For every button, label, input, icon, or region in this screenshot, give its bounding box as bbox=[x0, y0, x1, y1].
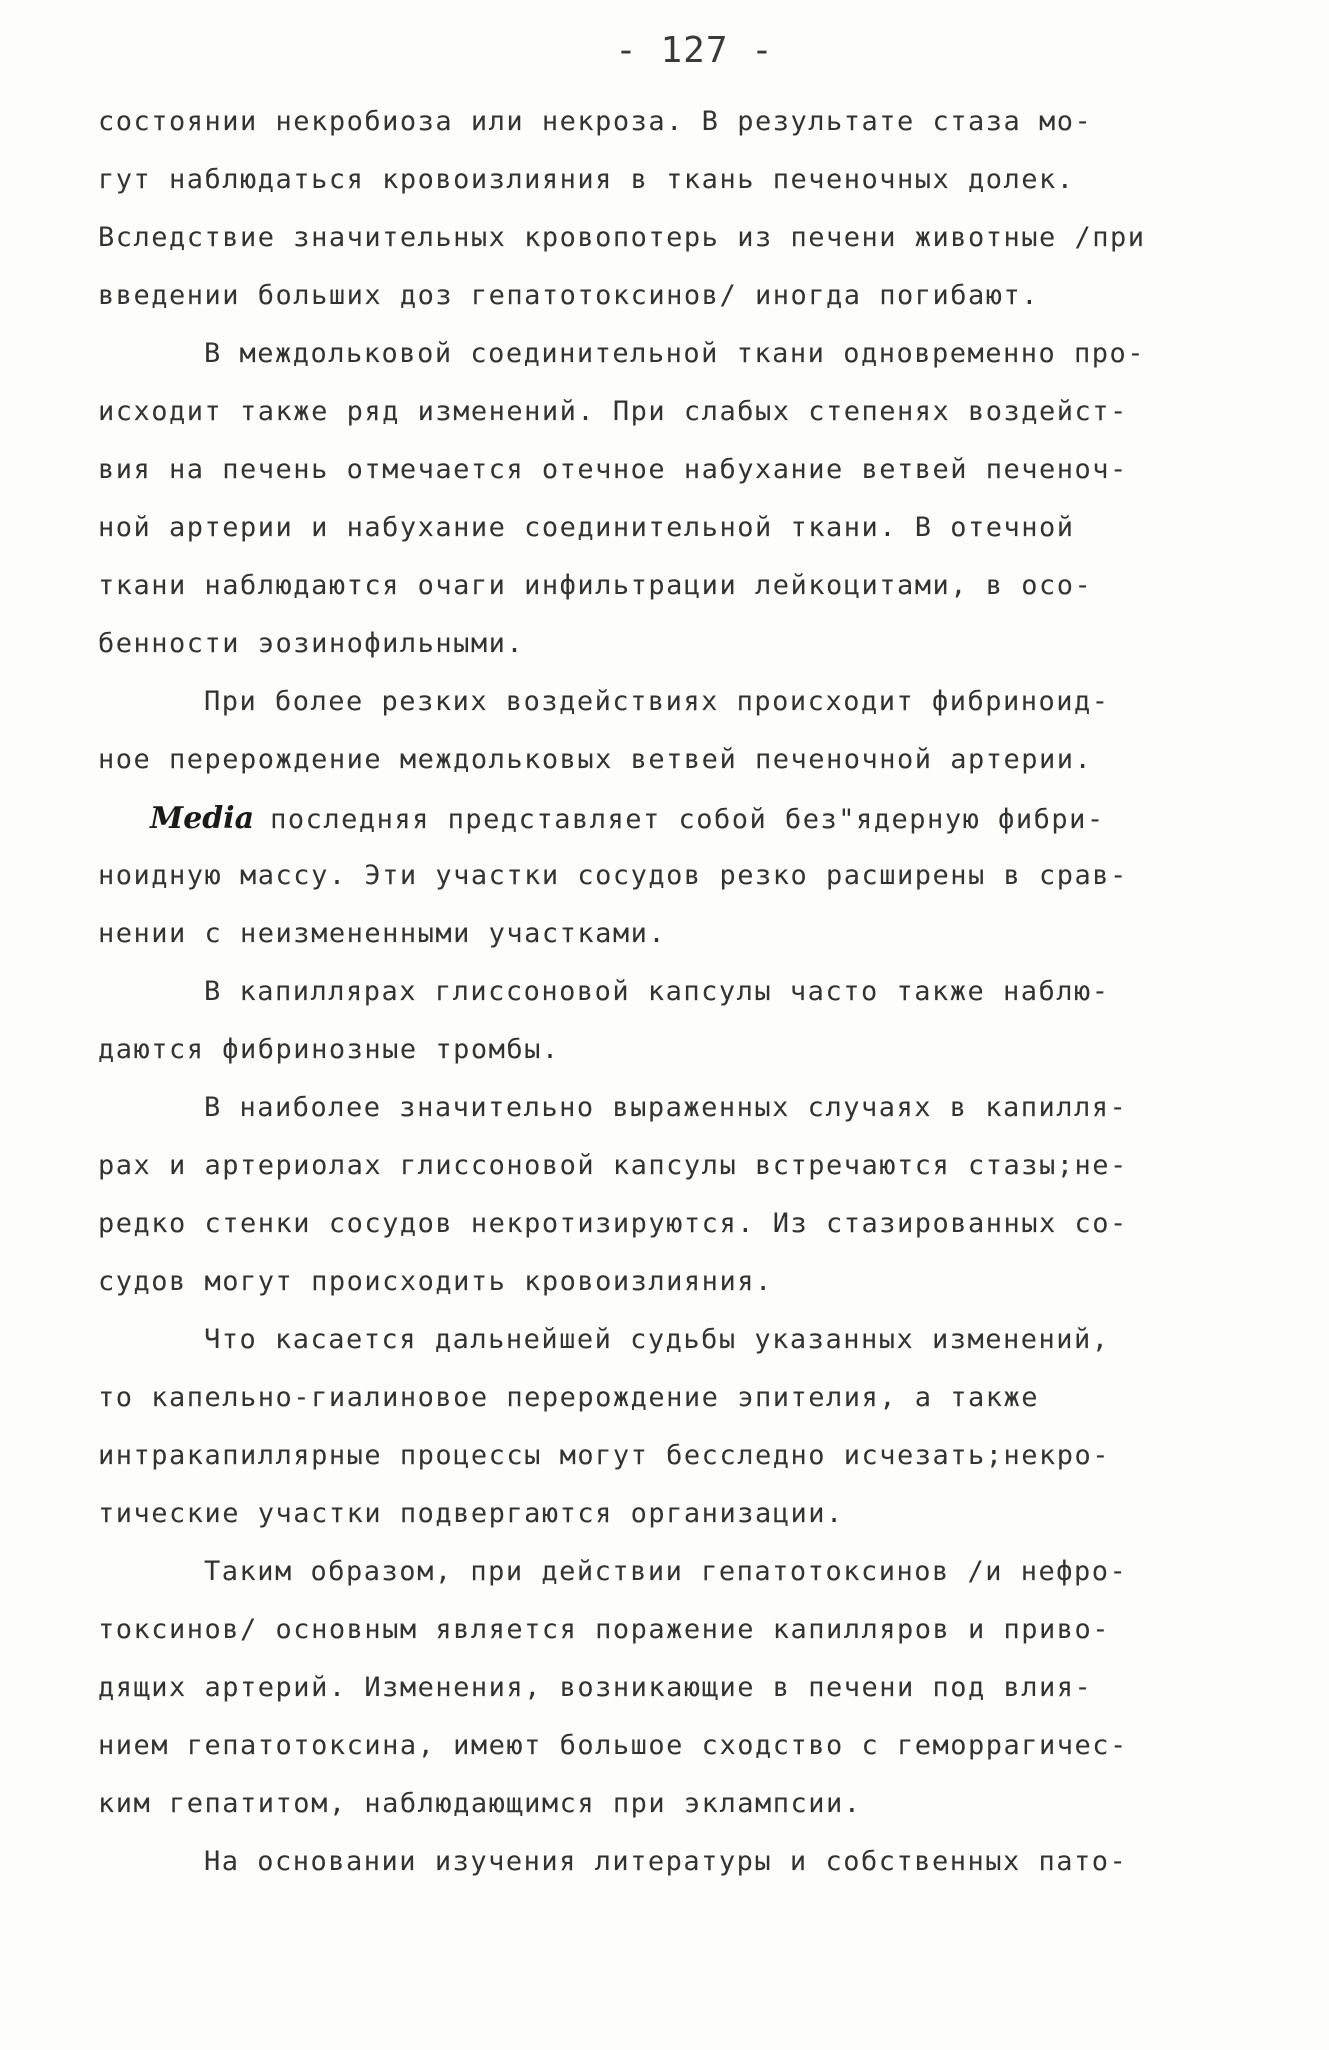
text-line: редко стенки сосудов некротизируются. Из стазированных со- bbox=[98, 1208, 1128, 1239]
text-line: ноидную массу. Эти участки сосудов резко расширены в срав- bbox=[98, 860, 1128, 891]
text-line: Таким образом, при действии гепатотоксинов /и нефро- bbox=[204, 1556, 1128, 1587]
text-line: токсинов/ основным является поражение капилляров и приво- bbox=[98, 1614, 1111, 1645]
text-line: нием гепатотоксина, имеют большое сходство с геморрагичес- bbox=[98, 1730, 1128, 1761]
text-line: судов могут происходить кровоизлияния. bbox=[98, 1266, 773, 1297]
text-line: рах и артериолах глиссоновой капсулы встречаются стазы;не- bbox=[98, 1150, 1128, 1181]
text-line: то капельно-гиалиновое перерождение эпителия, а также bbox=[98, 1382, 1040, 1413]
text-line: последняя представляет собой без"ядерную фибри- bbox=[270, 804, 1105, 835]
text-line: исходит также ряд изменений. При слабых степенях воздейст- bbox=[98, 396, 1128, 427]
text-line: Что касается дальнейшей судьбы указанных изменений, bbox=[204, 1324, 1110, 1355]
text-line: Вследствие значительных кровопотерь из печени животные /при bbox=[98, 222, 1146, 253]
text-line: гут наблюдаться кровоизлияния в ткань печеночных долек. bbox=[98, 164, 1075, 195]
text-line: дящих артерий. Изменения, возникающие в печени под влия- bbox=[98, 1672, 1093, 1703]
body-text bbox=[98, 108, 1258, 1906]
text-line: В капиллярах глиссоновой капсулы часто также наблю- bbox=[204, 976, 1110, 1007]
text-line: ким гепатитом, наблюдающимся при эклампсии. bbox=[98, 1788, 862, 1819]
text-line: В междольковой соединительной ткани одновременно про- bbox=[204, 338, 1146, 369]
page-number: - 127 - bbox=[615, 30, 774, 71]
text-line: При более резких воздействиях происходит фибриноид- bbox=[204, 686, 1110, 717]
text-line: ной артерии и набухание соединительной ткани. В отечной bbox=[98, 512, 1075, 543]
text-line: В наиболее значительно выраженных случаях в капилля- bbox=[204, 1092, 1128, 1123]
text-line: интракапиллярные процессы могут бесследно исчезать;некро- bbox=[98, 1440, 1111, 1471]
text-line: На основании изучения литературы и собственных пато- bbox=[204, 1846, 1128, 1877]
text-line: вия на печень отмечается отечное набухание ветвей печеноч- bbox=[98, 454, 1128, 485]
text-line-with-mark bbox=[98, 801, 1258, 862]
media-stamp: Media bbox=[150, 801, 255, 836]
text-line: ное перерождение междольковых ветвей печеночной артерии. bbox=[98, 744, 1093, 775]
text-line: нении с неизмененными участками. bbox=[98, 918, 667, 949]
text-line: бенности эозинофильными. bbox=[98, 628, 525, 659]
text-line: ткани наблюдаются очаги инфильтрации лейкоцитами, в осо- bbox=[98, 570, 1093, 601]
text-line: даются фибринозные тромбы. bbox=[98, 1034, 560, 1065]
text-line: введении больших доз гепатотоксинов/ иногда погибают. bbox=[98, 280, 1040, 311]
text-line: тические участки подвергаются организации. bbox=[98, 1498, 844, 1529]
text-line: состоянии некробиоза или некроза. В результате стаза мо- bbox=[98, 106, 1093, 137]
